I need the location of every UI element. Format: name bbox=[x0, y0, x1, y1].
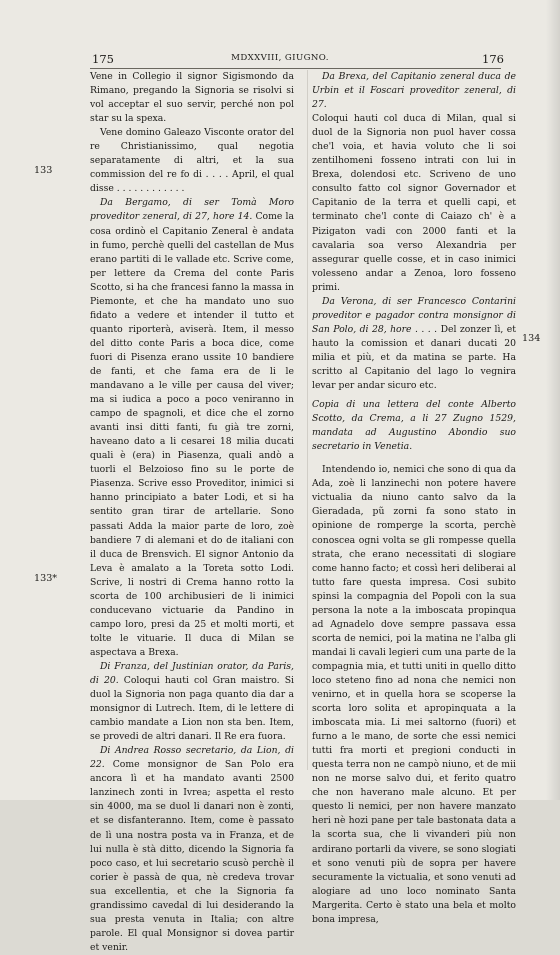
right-column-paragraph bbox=[312, 463, 516, 927]
paragraph-italic-lead: Di Andrea Rosso secretario, da Lion, di 22. bbox=[90, 745, 294, 771]
margin-number-133: 133 bbox=[34, 165, 53, 176]
left-page-number: 175 bbox=[92, 52, 114, 66]
paragraph-text: Del zonzer lì, et hauto la comission et danari ducati 20 milia et più, et da matina se parte. Ha scritto al Capitanio del lago lo vegnira levar per andar sicuro etc. bbox=[312, 323, 516, 392]
right-column-paragraph bbox=[312, 70, 516, 112]
margin-number-134: 134 bbox=[522, 333, 541, 344]
left-column-paragraph bbox=[90, 660, 294, 744]
header-rule bbox=[90, 68, 501, 69]
paragraph-text: Copia di una lettera del conte Alberto Scotto, da Crema, a li 27 Zugno 1529, mandata ad Augustino Abondio suo secretario in Venetia. bbox=[312, 399, 516, 453]
paragraph-text: Come monsignor de San Polo era ancora lì et ha mandato avanti 2500 lanzinech zonti in Ivrea; aspetta el resto sin 4000, ma se duol li danari non è zonti, et se disfanteranno. Item, come è passato de lì una nostra posta va in Franza, et de lui nulla è stà ditto, dicendo la Signoria fa poco caso, et lui secretario scusò perchè il corier è passà de qua, nè credeva trovar sua excellentia, et che la Signoria fa grandissimo cavedal di lui desiderando la sua presta venuta in Italia; con altre parole. El qual Monsignor si dovea partir et venir. bbox=[90, 759, 294, 953]
right-text-column bbox=[312, 70, 516, 927]
left-column-paragraph bbox=[90, 196, 294, 660]
left-column-paragraph bbox=[90, 70, 294, 126]
paragraph-text: Coloqui hauti col Gran maistro. Si duol la Signoria non paga quanto dia dar a monsignor di Lutrech. Item, di le lettere di cambio mandate a Lion non sta ben. Item, se provedi de altri danari. Il Re era fuora. bbox=[90, 675, 294, 743]
running-title: MDXXVIII, GIUGNO. bbox=[231, 53, 329, 63]
paragraph-italic-lead: Da Bergamo, di ser Tomà Moro proveditor zeneral, di 27, hore 14. bbox=[90, 197, 294, 223]
left-column-paragraph bbox=[90, 744, 294, 955]
left-column-paragraph bbox=[90, 126, 294, 196]
paragraph-text: Come la cosa ordinò el Capitanio Zeneral è andata in fumo, perchè quelli del castellan de Mus erano partiti di le vallade etc. Scrive come, per lettere da Crema del conte Paris Scotto, si ha che francesi fanno la massa in Piemonte, et che ha mandato uno suo fidato a vedere et intender il tutto et quanto riporterà, aviserà. Item, il messo del ditto conte Paris a boca dice, come fuori di Pisenza erano ussite 10 bandiere de fanti, et che fama era de li le mandavano a le ville per causa del viver; ma si iudica a poco a poco veniranno in campo de spagnoli, et dice che el zorno avanti insi ditti fanti, fu già tre zorni, haveano dato a li cesarei 18 milia ducati quali è (era) in Piasenza, quali andò a tuorli el Belzoioso fino su le porte de Piasenza. Scrive esso Proveditor, inimici si hanno principiato a bater Lodi, et si ha sentito gran tirar de artellarie. Sono passati Adda la maior parte de loro, zoè bandiere 7 di alemani et do de italiani con il duca de Brensvich. El signor Antonio da Leva è amalato a la Toreta sotto Lodi. Scrive, li nostri di Crema hanno rotto la scorta de 100 archibusieri de li inimici conducevano victuarie da Pandino in campo loro, presi da 25 et molti morti, et tolte le vituarie. Il duca di Milan se aspectava a Brexa. bbox=[90, 211, 294, 658]
column-gutter bbox=[307, 70, 308, 770]
right-column-paragraph bbox=[312, 398, 516, 454]
paragraph-text: Coloqui hauti col duca di Milan, qual si duol de la Signoria non puol haver cossa che'l voia, et havia voluto che li soi zentilhomeni fosseno intrati con lui in Brexa, dolendosi etc. Scriveno de uno consulto fatto col signor Governador et Capitanio de la terra et quelli capi, et terminato che'l conte di Caiazo ch' è a Pizigaton vadi con 2000 fanti et la cavalaria soa verso Alexandria per assegurar quelle cosse, et in caso inimici volesseno andar a Zenoa, loro fosseno primi. bbox=[312, 113, 516, 293]
paragraph-text: Intendendo io, nemici che sono di qua da Ada, zoè li lanzinechi non potere havere victualia da niuno canto salvo da la Gieradada, pũ zorni fa sono stato in opinione de romperge la scorta, perchè conoscea ogni volta se gli rompesse quella strata, che erano necessitati di slogiare come hanno facto; et cossì heri deliberai al tutto fare questa impresa. Cosi subito spinsi la compagnia del Popoli con la sua persona la note a la imboscata propinqua ad Agnadelo dove sempre passava essa scorta de nemici, poi la matina ne l'alba gli mandai li cavali legieri cum una parte de la compagnia mia, et tutti uniti in quello ditto loco steteno fino ad nona che nemici non venirno, et in quella hora se scoperse la scorta loro solita et apropinquata a la imboscata mia. Li mei saltorno (fuori) et furno a le mano, de sorte che essi nemici tutti fra morti et pregioni conducti in questa terra non ne campò niuno, et de mii non ne morse salvo dui, et ferito quatro che non haverano male alcuno. Et per questo li nemici, per non havere manzato heri nè hozi pane per tale bastonata data a la scorta sua, che li vivanderi più non ardirano portarli da vivere, se sono slogiati et sono venuti più de sopra per havere securamente la victualia, et sono venuti ad alogiare ad uno loco nominato Santa Margerita. Certo è stato una bela et molto bona impresa, bbox=[312, 464, 516, 925]
paragraph-text: Vene domino Galeazo Visconte orator del re Christianissimo, qual negotia separatamente di altri, et la sua commission del re fo di . . . . April, el qual disse . . . . . . . . . . . . bbox=[90, 127, 294, 195]
paragraph-italic-lead: Da Verona, di ser Francesco Contarini proveditor e pagador contra monsignor di San Polo, di 28, hore . . . . bbox=[312, 295, 516, 335]
left-text-column bbox=[90, 70, 294, 955]
right-column-paragraph bbox=[312, 112, 516, 295]
paragraph-text: Vene in Collegio il signor Sigismondo da Rimano, pregando la Signoria se risolvi si vol acceptar el suo servir, perché non pol star su la spexa. bbox=[90, 71, 294, 125]
margin-number-133-star: 133* bbox=[34, 573, 58, 584]
paragraph-text: Da Brexa, del Capitanio zeneral duca de Urbin et il Foscari proveditor zeneral, di 27. bbox=[312, 71, 516, 111]
right-page-number: 176 bbox=[482, 52, 504, 66]
right-column-paragraph bbox=[312, 295, 516, 393]
paragraph-italic-lead: Di Franza, del Justinian orator, da Paris, di 20. bbox=[90, 660, 294, 687]
page-header bbox=[0, 52, 560, 68]
